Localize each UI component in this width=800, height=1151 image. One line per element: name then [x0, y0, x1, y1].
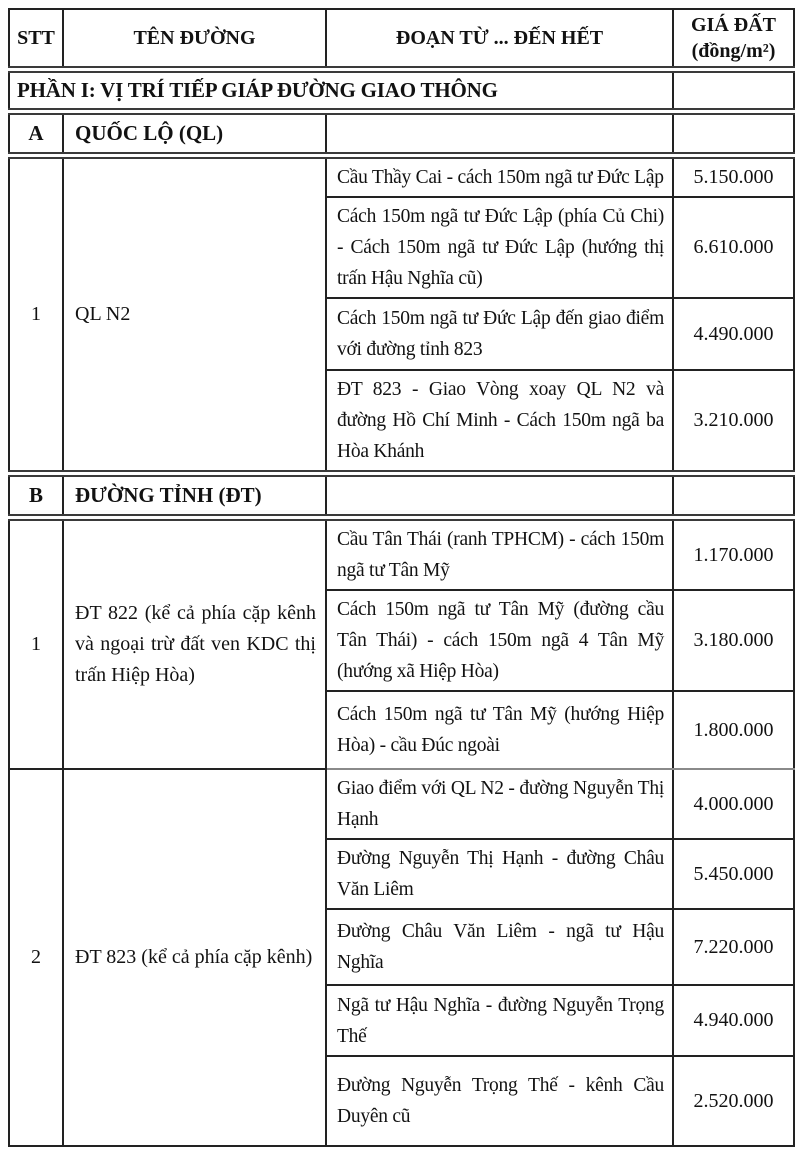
- stt-cell: 1: [9, 156, 63, 474]
- header-price-line1: GIÁ ĐẤT: [690, 14, 776, 36]
- street-name-cell: QL N2: [63, 156, 326, 474]
- subsection-a-row: [9, 112, 794, 156]
- price-cell: 3.180.000: [673, 590, 794, 691]
- empty-cell: [673, 112, 794, 156]
- price-cell: 4.000.000: [673, 769, 794, 839]
- stt-cell: 1: [9, 518, 63, 770]
- segment-cell: Cầu Thầy Cai - cách 150m ngã tư Đức Lập: [326, 156, 673, 198]
- segment-cell: Cầu Tân Thái (ranh TPHCM) - cách 150m ngã tư Tân Mỹ: [326, 518, 673, 591]
- subsection-a-letter: A: [9, 112, 63, 156]
- price-cell: 7.220.000: [673, 909, 794, 985]
- group-row: [9, 769, 794, 839]
- segment-cell: Cách 150m ngã tư Tân Mỹ (đường cầu Tân Thái) - cách 150m ngã 4 Tân Mỹ (hướng xã Hiệp Hòa): [326, 590, 673, 691]
- price-cell: 6.610.000: [673, 197, 794, 298]
- segment-cell: Giao điểm với QL N2 - đường Nguyễn Thị Hạnh: [326, 769, 673, 839]
- empty-cell: [673, 474, 794, 518]
- price-cell: 1.800.000: [673, 691, 794, 769]
- subsection-b-row: [9, 474, 794, 518]
- group-row: [9, 156, 794, 198]
- price-cell: 5.450.000: [673, 839, 794, 909]
- segment-cell: Cách 150m ngã tư Đức Lập (phía Củ Chi) - Cách 150m ngã tư Đức Lập (hướng thị trấn Hậu Nghĩa cũ): [326, 197, 673, 298]
- segment-cell: Đường Nguyễn Thị Hạnh - đường Châu Văn Liêm: [326, 839, 673, 909]
- land-price-table: [8, 8, 795, 1147]
- price-cell: 4.940.000: [673, 985, 794, 1056]
- subsection-b-title: ĐƯỜNG TỈNH (ĐT): [63, 474, 326, 518]
- segment-cell: Đường Nguyễn Trọng Thế - kênh Cầu Duyên cũ: [326, 1056, 673, 1146]
- price-cell: 4.490.000: [673, 298, 794, 370]
- header-price-line2: (đồng/m²): [691, 40, 776, 62]
- section-part1-title: PHẦN I: VỊ TRÍ TIẾP GIÁP ĐƯỜNG GIAO THÔNG: [9, 70, 673, 112]
- price-cell: 1.170.000: [673, 518, 794, 591]
- section-part1-row: [9, 70, 794, 112]
- segment-cell: Cách 150m ngã tư Tân Mỹ (hướng Hiệp Hòa) - cầu Đúc ngoài: [326, 691, 673, 769]
- subsection-b-letter: B: [9, 474, 63, 518]
- header-street-name: TÊN ĐƯỜNG: [63, 9, 326, 70]
- segment-cell: Ngã tư Hậu Nghĩa - đường Nguyễn Trọng Thế: [326, 985, 673, 1056]
- segment-cell: Đường Châu Văn Liêm - ngã tư Hậu Nghĩa: [326, 909, 673, 985]
- header-stt: STT: [9, 9, 63, 70]
- header-segment: ĐOẠN TỪ ... ĐẾN HẾT: [326, 9, 673, 70]
- empty-cell: [673, 70, 794, 112]
- empty-cell: [326, 112, 673, 156]
- price-cell: 3.210.000: [673, 370, 794, 474]
- segment-cell: ĐT 823 - Giao Vòng xoay QL N2 và đường Hồ Chí Minh - Cách 150m ngã ba Hòa Khánh: [326, 370, 673, 474]
- group-row: [9, 518, 794, 591]
- price-cell: 5.150.000: [673, 156, 794, 198]
- table-header-row: [9, 9, 794, 70]
- street-name-cell: ĐT 823 (kể cả phía cặp kênh): [63, 769, 326, 1146]
- empty-cell: [326, 474, 673, 518]
- subsection-a-title: QUỐC LỘ (QL): [63, 112, 326, 156]
- price-cell: 2.520.000: [673, 1056, 794, 1146]
- stt-cell: 2: [9, 769, 63, 1146]
- street-name-cell: ĐT 822 (kể cả phía cặp kênh và ngoại trừ đất ven KDC thị trấn Hiệp Hòa): [63, 518, 326, 770]
- segment-cell: Cách 150m ngã tư Đức Lập đến giao điểm với đường tỉnh 823: [326, 298, 673, 370]
- header-price: [673, 9, 794, 70]
